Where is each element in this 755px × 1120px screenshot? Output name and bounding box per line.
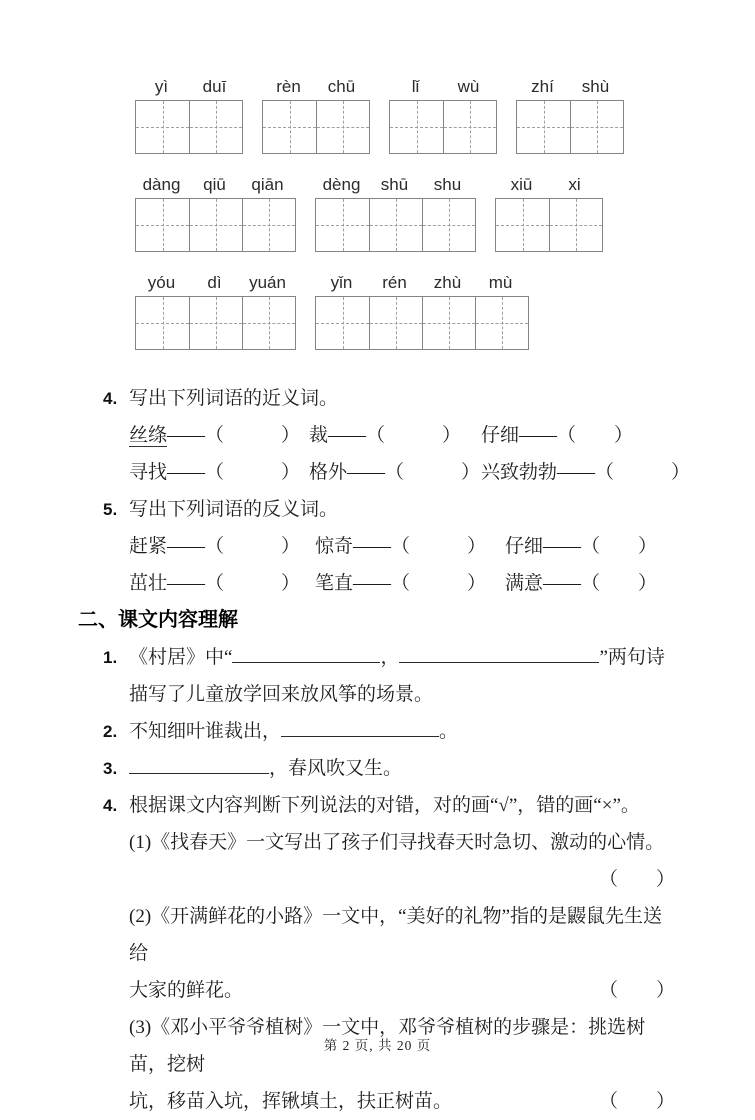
pinyin-syllable: yuán bbox=[249, 273, 286, 292]
pinyin-syllable: shù bbox=[581, 77, 610, 96]
word-item bbox=[481, 417, 755, 454]
tianzige-box bbox=[315, 296, 529, 350]
pinyin-syllable: dàng bbox=[142, 175, 181, 194]
sec2-question-4 bbox=[0, 787, 755, 824]
dash-and-parens[interactable]: ——（ ） bbox=[328, 425, 462, 446]
sec2-question-1 bbox=[0, 639, 755, 676]
fill-blank-line[interactable] bbox=[129, 755, 269, 774]
synonym-row-1 bbox=[0, 417, 755, 454]
word-item bbox=[505, 528, 755, 565]
question-text: 《村居》中“ bbox=[129, 647, 233, 668]
writing-cell[interactable] bbox=[517, 101, 570, 153]
pinyin-writing-section bbox=[0, 0, 755, 350]
writing-cell[interactable] bbox=[242, 199, 295, 251]
pinyin-labels bbox=[315, 175, 476, 198]
word-label: 惊奇 bbox=[315, 536, 354, 557]
sec2-question-1-line2 bbox=[0, 676, 755, 713]
tianzige-box bbox=[262, 100, 370, 154]
item-number: (2) bbox=[129, 906, 152, 927]
tianzige-box bbox=[495, 198, 603, 252]
writing-cell[interactable] bbox=[136, 199, 189, 251]
pinyin-syllable: rèn bbox=[276, 77, 301, 96]
statement-text: 《找春天》一文写出了孩子们寻找春天时急切、激动的心情。 bbox=[151, 832, 665, 853]
pinyin-labels bbox=[135, 77, 243, 100]
tf-statement bbox=[0, 824, 755, 861]
writing-cell[interactable] bbox=[570, 101, 623, 153]
dash-and-parens[interactable]: ——（ ） bbox=[543, 573, 658, 594]
pinyin-word-group bbox=[389, 77, 497, 154]
tf-answer-line bbox=[0, 1083, 755, 1120]
questions-area bbox=[0, 371, 755, 1120]
word-label: 笔直 bbox=[315, 573, 354, 594]
word-label: 格外 bbox=[309, 462, 348, 483]
pinyin-row-3 bbox=[135, 273, 755, 350]
pinyin-word-group bbox=[135, 77, 243, 154]
question-number: 3. bbox=[103, 759, 118, 778]
fill-blank-line[interactable] bbox=[281, 718, 439, 737]
question-text: 不知细叶谁裁出， bbox=[129, 721, 282, 742]
word-item bbox=[315, 528, 505, 565]
question-number: 1. bbox=[103, 648, 118, 667]
synonym-row-2 bbox=[0, 454, 755, 491]
writing-cell[interactable] bbox=[549, 199, 602, 251]
pinyin-syllable: yǐn bbox=[330, 273, 353, 292]
question-number: 4. bbox=[103, 389, 118, 408]
writing-cell[interactable] bbox=[369, 297, 422, 349]
pinyin-labels bbox=[135, 175, 296, 198]
pinyin-syllable: wù bbox=[457, 77, 480, 96]
tf-item-2 bbox=[0, 898, 755, 1009]
pinyin-labels bbox=[389, 77, 497, 100]
pinyin-syllable: shū bbox=[380, 175, 409, 194]
writing-cell[interactable] bbox=[316, 101, 369, 153]
pinyin-syllable: xi bbox=[568, 175, 581, 194]
writing-cell[interactable] bbox=[316, 199, 369, 251]
word-item bbox=[315, 565, 505, 602]
pinyin-syllable: xiū bbox=[510, 175, 533, 194]
word-label: 茁壮 bbox=[129, 573, 168, 594]
pinyin-row-1 bbox=[135, 77, 755, 154]
pinyin-syllable: shu bbox=[433, 175, 462, 194]
writing-cell[interactable] bbox=[390, 101, 443, 153]
word-label: 仔细 bbox=[481, 425, 520, 446]
word-label: 寻找 bbox=[129, 462, 168, 483]
pinyin-syllable: rén bbox=[382, 273, 407, 292]
question-text: ， bbox=[380, 647, 400, 668]
statement-text: 坑，移苗入坑，挥锹填土，扶正树苗。 bbox=[129, 1091, 453, 1112]
word-label: 兴致勃勃 bbox=[481, 462, 558, 483]
prompt-text: 写出下列词语的反义词。 bbox=[129, 499, 339, 520]
answer-parens[interactable]: （ ） bbox=[598, 869, 675, 890]
writing-cell[interactable] bbox=[422, 199, 475, 251]
tianzige-box bbox=[516, 100, 624, 154]
writing-cell[interactable] bbox=[422, 297, 475, 349]
pinyin-syllable: yì bbox=[154, 77, 169, 96]
word-item bbox=[309, 417, 481, 454]
pinyin-labels bbox=[315, 273, 529, 296]
writing-cell[interactable] bbox=[136, 101, 189, 153]
pinyin-word-group bbox=[135, 175, 296, 252]
pinyin-word-group bbox=[495, 175, 603, 252]
pinyin-syllable: qiū bbox=[203, 175, 226, 194]
tianzige-box bbox=[135, 198, 296, 252]
question-4-prompt bbox=[0, 380, 755, 417]
dash-and-parens[interactable]: ——（ ） bbox=[347, 462, 481, 483]
pinyin-labels bbox=[262, 77, 370, 100]
pinyin-labels bbox=[516, 77, 624, 100]
statement-text: 《开满鲜花的小路》一文中，“美好的礼物”指的是鼹鼠先生送给 bbox=[129, 906, 663, 964]
sec2-question-2 bbox=[0, 713, 755, 750]
dash-and-parens[interactable]: ——（ ） bbox=[557, 462, 691, 483]
dash-and-parens[interactable]: ——（ ） bbox=[167, 425, 301, 446]
writing-cell[interactable] bbox=[263, 101, 316, 153]
word-label: 裁 bbox=[309, 425, 329, 446]
question-text: 根据课文内容判断下列说法的对错，对的画“√”，错的画“×”。 bbox=[129, 795, 640, 816]
writing-cell[interactable] bbox=[316, 297, 369, 349]
dash-and-parens[interactable]: ——（ ） bbox=[353, 536, 487, 557]
pinyin-syllable: chū bbox=[327, 77, 356, 96]
answer-parens[interactable]: （ ） bbox=[598, 980, 675, 1001]
question-text: ，春风吹又生。 bbox=[269, 758, 403, 779]
answer-parens[interactable]: （ ） bbox=[598, 1091, 675, 1112]
tianzige-box bbox=[135, 296, 296, 350]
pinyin-word-group bbox=[516, 77, 624, 154]
question-text: 。 bbox=[439, 721, 459, 742]
pinyin-word-group bbox=[315, 273, 529, 350]
question-text: 描写了儿童放学回来放风筝的场景。 bbox=[129, 684, 434, 705]
statement-text: 大家的鲜花。 bbox=[129, 980, 244, 1001]
tianzige-box bbox=[315, 198, 476, 252]
dash-and-parens[interactable]: ——（ ） bbox=[543, 536, 658, 557]
pinyin-syllable: zhí bbox=[531, 77, 554, 96]
tf-item-1 bbox=[0, 824, 755, 898]
antonym-row-2 bbox=[0, 565, 755, 602]
question-number: 5. bbox=[103, 500, 118, 519]
pinyin-syllable: lǐ bbox=[411, 77, 420, 96]
dash-and-parens[interactable]: ——（ ） bbox=[353, 573, 487, 594]
tf-answer-line bbox=[0, 972, 755, 1009]
tf-answer-line bbox=[0, 861, 755, 898]
tianzige-box bbox=[135, 100, 243, 154]
question-number: 2. bbox=[103, 722, 118, 741]
writing-cell[interactable] bbox=[443, 101, 496, 153]
writing-cell[interactable] bbox=[136, 297, 189, 349]
writing-cell[interactable] bbox=[475, 297, 528, 349]
pinyin-word-group bbox=[135, 273, 296, 350]
pinyin-word-group bbox=[315, 175, 476, 252]
writing-cell[interactable] bbox=[242, 297, 295, 349]
dash-and-parens[interactable]: ——（ ） bbox=[519, 425, 634, 446]
word-item bbox=[309, 454, 481, 491]
dash-and-parens[interactable]: ——（ ） bbox=[167, 573, 301, 594]
statement-text: 《邓小平爷爷植树》一文中，邓爷爷植树的步骤是：挑选树苗，挖树 bbox=[129, 1017, 646, 1075]
pinyin-syllable: dèng bbox=[322, 175, 361, 194]
pinyin-word-group bbox=[262, 77, 370, 154]
writing-cell[interactable] bbox=[189, 297, 242, 349]
word-label: 丝绦 bbox=[129, 425, 168, 446]
word-label: 仔细 bbox=[505, 536, 544, 557]
dash-and-parens[interactable]: ——（ ） bbox=[167, 536, 301, 557]
pinyin-syllable: duī bbox=[202, 77, 227, 96]
tianzige-box bbox=[389, 100, 497, 154]
word-item bbox=[129, 528, 315, 565]
item-number: (3) bbox=[129, 1017, 152, 1038]
pinyin-syllable: yóu bbox=[147, 273, 176, 292]
pinyin-labels bbox=[495, 175, 603, 198]
pinyin-syllable: dì bbox=[207, 273, 222, 292]
dash-and-parens[interactable]: ——（ ） bbox=[167, 462, 301, 483]
word-item bbox=[505, 565, 755, 602]
section-2-title: 二、课文内容理解 bbox=[78, 609, 238, 631]
pinyin-row-2 bbox=[135, 175, 755, 252]
pinyin-syllable: qiān bbox=[251, 175, 284, 194]
word-label: 满意 bbox=[505, 573, 544, 594]
fill-blank-line[interactable] bbox=[232, 644, 380, 663]
item-number: (1) bbox=[129, 832, 152, 853]
writing-cell[interactable] bbox=[189, 199, 242, 251]
pinyin-syllable: zhù bbox=[433, 273, 462, 292]
page-footer: 第 2 页, 共 20 页 bbox=[323, 1038, 432, 1053]
fill-blank-line[interactable] bbox=[399, 644, 599, 663]
sec2-question-3 bbox=[0, 750, 755, 787]
word-item bbox=[129, 417, 309, 454]
tf-item-3 bbox=[0, 1009, 755, 1120]
word-item bbox=[129, 565, 315, 602]
pinyin-syllable: mù bbox=[488, 273, 513, 292]
question-number: 4. bbox=[103, 796, 118, 815]
writing-cell[interactable] bbox=[369, 199, 422, 251]
word-item bbox=[129, 454, 309, 491]
writing-cell[interactable] bbox=[189, 101, 242, 153]
pinyin-labels bbox=[135, 273, 296, 296]
writing-cell[interactable] bbox=[496, 199, 549, 251]
tf-statement bbox=[0, 898, 755, 972]
question-text: ”两句诗 bbox=[599, 647, 665, 668]
antonym-row-1 bbox=[0, 528, 755, 565]
word-item bbox=[481, 454, 755, 491]
question-5-prompt bbox=[0, 491, 755, 528]
prompt-text: 写出下列词语的近义词。 bbox=[129, 388, 339, 409]
word-label: 赶紧 bbox=[129, 536, 168, 557]
